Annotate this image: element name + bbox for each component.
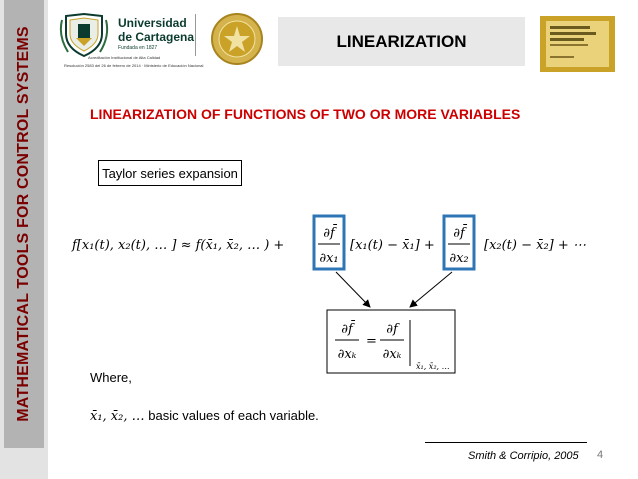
- where-label: Where,: [90, 370, 132, 385]
- arrow-from-x2: [410, 272, 452, 307]
- def-rhs-numerator: ∂f: [386, 322, 398, 337]
- partial-x1-denominator: ∂x₁: [319, 251, 339, 266]
- partial-x2-denominator: ∂x₂: [449, 251, 469, 266]
- taylor-series-label: Taylor series expansion: [102, 165, 238, 181]
- def-rhs-denominator: ∂xₖ: [382, 347, 402, 362]
- university-founded: Fundada en 1827: [118, 45, 158, 51]
- partial-x1-numerator: ∂f̄: [323, 226, 335, 241]
- basic-values-vars: x̄₁, x̄₂, …: [90, 409, 145, 424]
- def-lhs-denominator: ∂xₖ: [337, 347, 357, 362]
- page-number: 4: [597, 449, 604, 461]
- resolution-text: Resolución 2583 del 26 de febrero de 2014 · Ministerio de Educación Nacional: [64, 63, 204, 68]
- accreditation-text: Acreditación Institucional de Alta Calidad: [88, 55, 161, 60]
- equation-lhs: f[x₁(t), x₂(t), … ] ≈ f(x̄₁, x̄₂, … ) +: [72, 238, 285, 253]
- basic-values-text: basic values of each variable.: [148, 408, 319, 423]
- def-equals: =: [366, 334, 377, 349]
- def-lhs-numerator: ∂f̄: [341, 322, 353, 337]
- section-subtitle: LINEARIZATION OF FUNCTIONS OF TWO OR MORE VARIABLES: [90, 106, 521, 122]
- basic-values-line: [90, 408, 319, 424]
- arrow-from-x1: [336, 272, 370, 307]
- partial-x2-numerator: ∂f̄: [453, 226, 465, 241]
- university-name-line1: Universidad: [118, 16, 187, 30]
- university-name-line2: de Cartagena: [118, 30, 195, 44]
- reference-citation: Smith & Corripio, 2005: [468, 450, 579, 462]
- page-title: LINEARIZATION: [336, 31, 467, 51]
- reference-divider: [425, 442, 587, 443]
- equation-term1: [x₁(t) − x̄₁] +: [350, 238, 435, 253]
- sidebar-label: MATHEMATICAL TOOLS FOR CONTROL SYSTEMS: [15, 26, 32, 422]
- equation-term2: [x₂(t) − x̄₂] + ⋯: [484, 238, 586, 253]
- def-eval-point: x̄₁, x̄₂, …: [416, 362, 450, 371]
